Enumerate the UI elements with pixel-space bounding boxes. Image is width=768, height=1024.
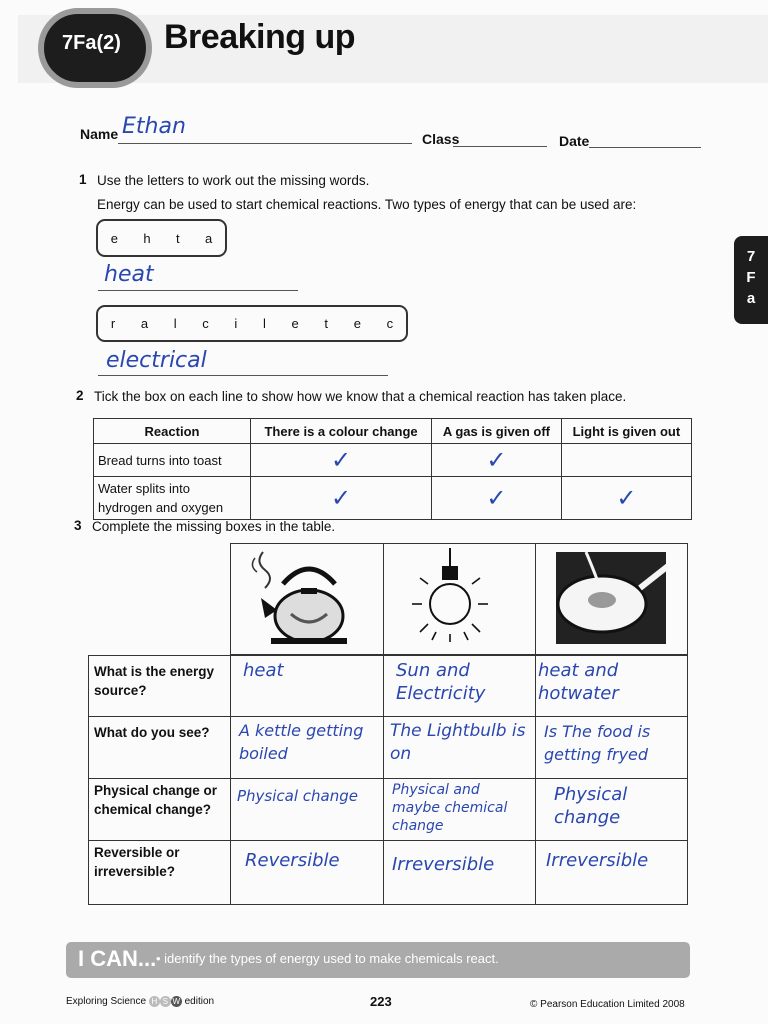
table-header: Light is given out bbox=[561, 419, 691, 444]
anagram-letter: l bbox=[173, 316, 177, 331]
i-can-text: • identify the types of energy used to make chemicals react. bbox=[156, 951, 499, 966]
anagram-letter: t bbox=[324, 316, 329, 331]
row-label: What is the energy source? bbox=[94, 664, 215, 698]
tick-cell: ✓ bbox=[432, 444, 562, 477]
hsw-letter: W bbox=[172, 997, 181, 1006]
handwritten-answer: The Lightbulb is on bbox=[390, 721, 526, 764]
name-value: Ethan bbox=[122, 114, 186, 139]
answer-line-2 bbox=[98, 375, 388, 376]
anagram-letter: a bbox=[205, 230, 213, 246]
table-row bbox=[94, 477, 692, 520]
lesson-code-badge bbox=[38, 8, 152, 88]
answer-cell bbox=[383, 716, 536, 779]
handwritten-answer: Sun and Electricity bbox=[396, 660, 486, 704]
q1-answer-2: electrical bbox=[106, 348, 207, 373]
copyright: © Pearson Education Limited 2008 bbox=[530, 999, 685, 1010]
kettle-icon bbox=[231, 544, 383, 654]
anagram-letter: e bbox=[291, 316, 299, 331]
anagram-letter: l bbox=[262, 316, 266, 331]
answer-cell bbox=[535, 655, 688, 717]
q1-answer-1: heat bbox=[104, 262, 154, 287]
reaction-table bbox=[93, 418, 692, 520]
row-label-cell bbox=[88, 655, 231, 717]
handwritten-answer: Irreversible bbox=[546, 850, 649, 871]
handwritten-answer: A kettle getting boiled bbox=[239, 721, 364, 763]
name-label: Name bbox=[80, 126, 119, 142]
anagram-box-2 bbox=[96, 305, 408, 342]
bulb-picture-cell bbox=[383, 543, 536, 655]
anagram-letter: t bbox=[175, 230, 180, 246]
answer-cell bbox=[383, 840, 536, 905]
tick-cell: ✓ bbox=[251, 444, 432, 477]
kettle-picture-cell bbox=[230, 543, 384, 655]
name-line bbox=[118, 143, 412, 144]
q2-instruction: Tick the box on each line to show how we know that a chemical reaction has taken place. bbox=[94, 389, 627, 404]
anagram-letter: e bbox=[110, 230, 118, 246]
row-label-cell bbox=[88, 716, 231, 779]
reaction-cell: Water splits into hydrogen and oxygen bbox=[94, 477, 251, 520]
handwritten-answer: Reversible bbox=[245, 850, 340, 871]
tick-cell bbox=[561, 444, 691, 477]
anagram-letter: e bbox=[353, 316, 361, 331]
anagram-letter: c bbox=[386, 316, 394, 331]
table-header: There is a colour change bbox=[251, 419, 432, 444]
q1-instruction: Use the letters to work out the missing words. bbox=[97, 173, 370, 188]
answer-cell bbox=[230, 778, 384, 841]
answer-line-1 bbox=[98, 290, 298, 291]
q1-prompt: Energy can be used to start chemical reactions. Two types of energy that can be used are: bbox=[97, 197, 637, 212]
handwritten-answer: heat bbox=[243, 660, 284, 681]
class-line bbox=[453, 146, 547, 147]
handwritten-answer: Is The food is getting fryed bbox=[544, 722, 651, 764]
anagram-letter: i bbox=[234, 316, 238, 331]
answer-cell bbox=[383, 655, 536, 717]
answer-cell bbox=[230, 716, 384, 779]
row-label: What do you see? bbox=[94, 725, 210, 740]
footer-series-name: Exploring Science bbox=[66, 996, 147, 1008]
date-line bbox=[589, 147, 701, 148]
tick-cell: ✓ bbox=[432, 477, 562, 520]
q2-number: 2 bbox=[76, 388, 84, 403]
table-header: A gas is given off bbox=[432, 419, 562, 444]
handwritten-answer: Physical change bbox=[237, 787, 358, 805]
hsw-letter: H bbox=[149, 996, 160, 1007]
hsw-letter: S bbox=[160, 996, 171, 1007]
q1-number: 1 bbox=[79, 172, 87, 187]
reaction-cell: Bread turns into toast bbox=[94, 444, 251, 477]
energy-table bbox=[88, 543, 688, 905]
class-label: Class bbox=[422, 131, 460, 147]
tick-cell: ✓ bbox=[561, 477, 691, 520]
footer-edition: edition bbox=[184, 996, 215, 1008]
table-row bbox=[94, 444, 692, 477]
date-label: Date bbox=[559, 133, 590, 149]
footer-series bbox=[66, 996, 214, 1007]
anagram-letter: c bbox=[202, 316, 209, 331]
answer-cell bbox=[535, 840, 688, 905]
handwritten-answer: heat and hotwater bbox=[538, 660, 619, 704]
frying-pan-icon bbox=[536, 544, 687, 654]
row-label-cell bbox=[88, 778, 231, 841]
chapter-side-tab: 7 F a bbox=[734, 236, 768, 324]
pan-picture-cell bbox=[535, 543, 688, 655]
answer-cell bbox=[535, 778, 688, 841]
handwritten-answer: Physical and maybe chemical change bbox=[392, 782, 508, 834]
light-bulb-icon bbox=[384, 544, 535, 654]
anagram-letter: h bbox=[143, 230, 151, 246]
i-can-band bbox=[66, 942, 690, 978]
answer-cell bbox=[383, 778, 536, 841]
anagram-letter: r bbox=[110, 316, 116, 331]
q3-number: 3 bbox=[74, 518, 82, 533]
answer-cell bbox=[230, 840, 384, 905]
page-title: Breaking up bbox=[164, 18, 355, 56]
anagram-box-1 bbox=[96, 219, 227, 257]
handwritten-answer: Physical change bbox=[554, 784, 628, 828]
i-can-heading: I CAN... bbox=[78, 946, 157, 971]
anagram-letter: a bbox=[140, 316, 149, 331]
page-number: 223 bbox=[370, 994, 392, 1009]
lesson-code: 7Fa(2) bbox=[62, 32, 121, 54]
answer-cell bbox=[535, 716, 688, 779]
tick-cell: ✓ bbox=[251, 477, 432, 520]
table-header: Reaction bbox=[94, 419, 251, 444]
hsw-logo bbox=[149, 996, 182, 1007]
handwritten-answer: Irreversible bbox=[392, 854, 495, 875]
row-label: Physical change or chemical change? bbox=[94, 783, 218, 817]
q3-instruction: Complete the missing boxes in the table. bbox=[92, 519, 336, 534]
row-label: Reversible or irreversible? bbox=[94, 845, 180, 879]
answer-cell bbox=[230, 655, 384, 717]
row-label-cell bbox=[88, 840, 231, 905]
